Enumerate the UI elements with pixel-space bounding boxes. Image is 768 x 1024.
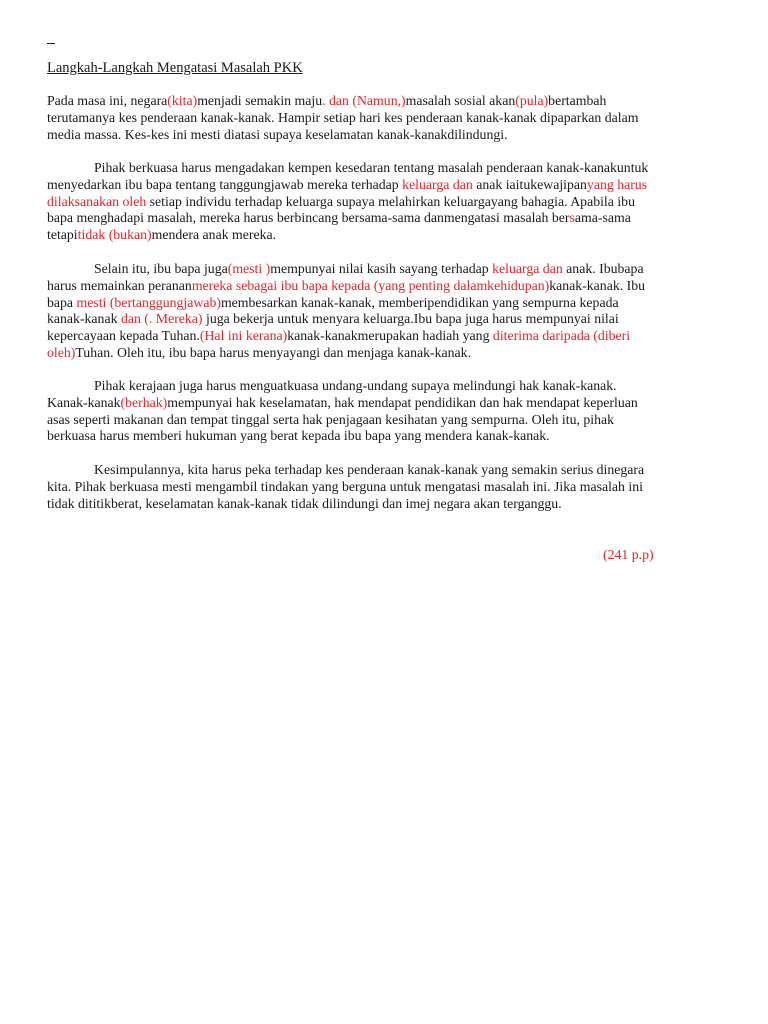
text-span: membesarkan kanak-kanak, memberipendidikan yang sempurna kepada [220, 294, 619, 310]
text-span: anak iaitukewajipan [472, 176, 587, 192]
paragraph-line [47, 210, 727, 227]
text-span: ama-sama [574, 210, 631, 226]
paragraph-line [47, 261, 727, 278]
text-span: harus memainkan peranan [47, 277, 192, 293]
text-span: anak. Ibubapa [562, 261, 644, 276]
paragraph-line [47, 462, 727, 479]
correction-span: . dan (Namun,) [322, 93, 406, 108]
text-span: bapa menghadapi masalah, mereka harus berbincang bersama-sama danmengatasi masalah ber [47, 210, 570, 226]
paragraph-line [47, 428, 727, 445]
text-span: kita. Pihak berkuasa mesti mengambil tindakan yang berguna untuk mengatasi masalah ini. Jika masalah ini [47, 478, 643, 494]
text-span: mempunyai nilai kasih sayang terhadap [270, 261, 493, 276]
correction-span: (pula) [515, 93, 549, 108]
correction-span: oleh) [47, 344, 76, 360]
paragraph-4 [47, 378, 727, 445]
correction-span: s [569, 210, 575, 226]
paragraph-5 [47, 462, 727, 512]
paragraph-line [47, 194, 727, 211]
correction-span: (kita) [167, 93, 198, 108]
paragraph-line [47, 110, 727, 127]
correction-span: keluarga dan [402, 176, 473, 192]
correction-span: yang harus [586, 176, 648, 192]
document-title: Langkah-Langkah Mengatasi Masalah PKK [47, 60, 303, 76]
text-span: asas seperti makanan dan tempat tinggal serta hak penjagaan kesihatan yang sempurna. Oleh itu, pihak [47, 411, 615, 427]
paragraph-line [47, 295, 727, 312]
correction-span: (berhak) [120, 394, 168, 410]
text-span: kanak-kanak [47, 311, 121, 327]
paragraph-line [47, 378, 727, 395]
text-span: Pihak berkuasa harus mengadakan kempen kesedaran tentang masalah penderaan kanak-kanakuntuk [94, 160, 649, 175]
correction-span: (Hal ini kerana) [199, 328, 288, 344]
text-span: menjadi semakin maju [197, 93, 323, 108]
text-span: terutamanya kes penderaan kanak-kanak. Hampir setiap hari kes penderaan kanak-kanak dipaparkan dalam [47, 109, 639, 125]
correction-span: (mesti ) [227, 261, 271, 276]
paragraph-line [47, 227, 727, 244]
paragraph-1 [47, 93, 727, 143]
text-span: masalah sosial akan [405, 93, 516, 108]
text-span: bapa [47, 294, 77, 310]
text-span: Kanak-kanak [47, 394, 121, 410]
correction-span: dilaksanakan oleh [47, 193, 147, 209]
text-span: kepercayaan kepada Tuhan. [47, 328, 200, 344]
text-span: kanak-kanak. Ibu [549, 277, 646, 293]
text-span: juga bekerja untuk menyara keluarga.Ibu bapa juga harus mempunyai nilai [202, 311, 619, 327]
text-span: tetapi [47, 227, 78, 243]
text-span: bertambah [548, 93, 607, 108]
text-span: Pada masa ini, negara [47, 93, 168, 108]
text-span: tidak dititikberat, keselamatan kanak-kanak tidak dilindungi dan imej negara akan terganggu. [47, 495, 562, 511]
text-span: Pihak kerajaan juga harus menguatkuasa undang-undang supaya melindungi hak kanak-kanak. [94, 378, 617, 393]
correction-span: mesti (bertanggungjawab) [76, 294, 221, 310]
paragraph-line [47, 412, 727, 429]
correction-span: tidak (bukan) [77, 227, 152, 243]
text-span: Selain itu, ibu bapa juga [94, 261, 228, 276]
paragraph-line [47, 160, 727, 177]
paragraph-line [47, 93, 727, 110]
paragraph-line [47, 479, 727, 496]
correction-span: mereka sebagai ibu bapa kepada (yang penting dalamkehidupan) [191, 277, 550, 293]
paragraph-line [47, 278, 727, 295]
text-span: berkuasa harus memberi hukuman yang berat kepada ibu bapa yang mendera kanak-kanak. [47, 428, 550, 444]
paragraph-line [47, 311, 727, 328]
text-span: Kesimpulannya, kita harus peka terhadap kes penderaan kanak-kanak yang semakin serius dinegara [94, 462, 645, 477]
top-underline-mark [47, 43, 55, 44]
paragraph-line [47, 345, 727, 362]
paragraph-2 [47, 160, 727, 244]
text-span: menyedarkan ibu bapa tentang tanggungjawab mereka terhadap [47, 176, 403, 192]
text-span: mempunyai hak keselamatan, hak mendapat pendidikan dan hak mendapat keperluan [167, 394, 638, 410]
paragraph-line [47, 177, 727, 194]
correction-span: diterima daripada (diberi [492, 328, 631, 344]
paragraph-line [47, 328, 727, 345]
paragraph-line [47, 395, 727, 412]
text-span: mendera anak mereka. [151, 227, 277, 243]
text-span: media massa. Kes-kes ini mesti diatasi supaya keselamatan kanak-kanakdilindungi. [47, 126, 508, 142]
text-span: setiap individu terhadap keluarga supaya melahirkan keluargayang bahagia. Apabila ibu [146, 193, 635, 209]
correction-span: keluarga dan [492, 261, 563, 276]
correction-span: dan (. Mereka) [120, 311, 203, 327]
paragraph-line [47, 127, 727, 144]
page-count-note: (241 p.p) [603, 547, 654, 562]
text-span: kanak-kanakmerupakan hadiah yang [287, 328, 493, 344]
text-span: Tuhan. Oleh itu, ibu bapa harus menyayangi dan menjaga kanak-kanak. [75, 344, 472, 360]
paragraph-line [47, 496, 727, 513]
paragraph-3 [47, 261, 727, 362]
